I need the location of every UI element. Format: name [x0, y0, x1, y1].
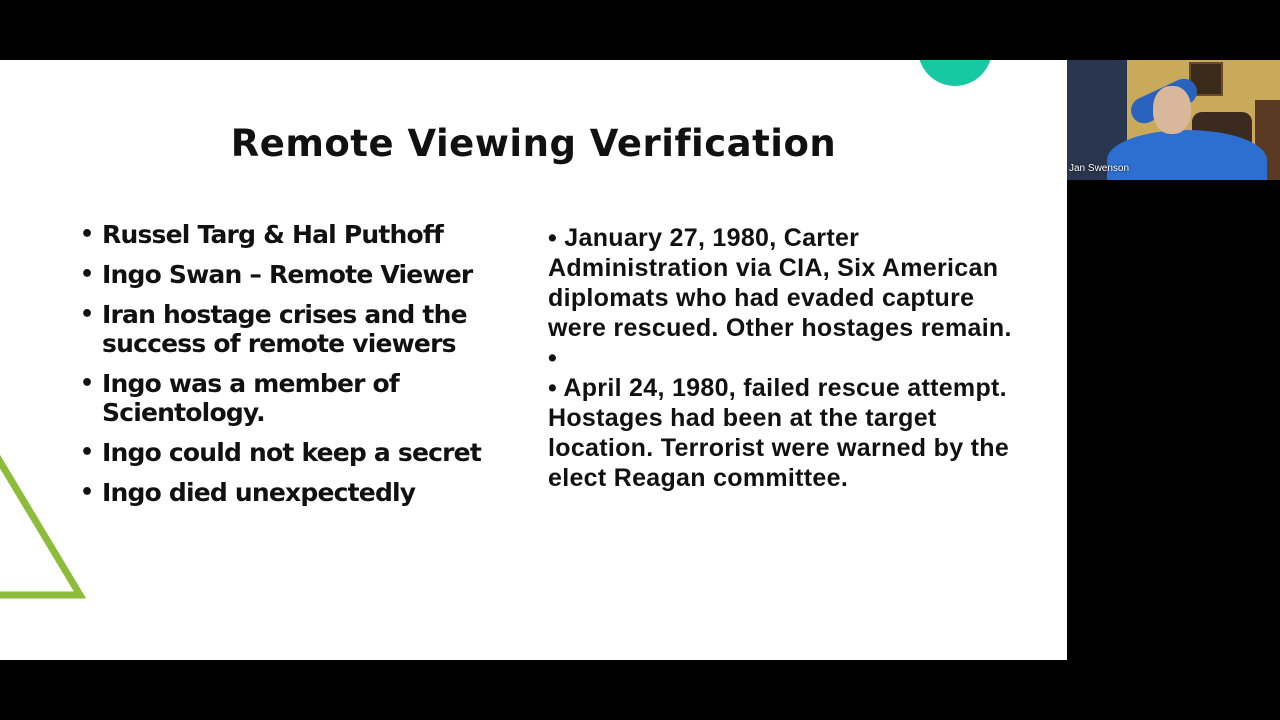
bullet-icon: • — [80, 440, 94, 465]
list-item-text: Ingo Swan – Remote Viewer — [102, 260, 473, 289]
bullet-icon: • — [80, 262, 94, 287]
right-text-column — [548, 223, 1018, 493]
slide-title: Remote Viewing Verification — [230, 122, 837, 165]
list-item — [78, 369, 518, 427]
left-bullet-list — [78, 220, 518, 518]
list-item — [78, 220, 518, 249]
list-item — [78, 260, 518, 289]
participant-video-tile[interactable] — [1067, 60, 1280, 180]
bullet-icon: • — [80, 480, 94, 505]
list-item-text: Iran hostage crises and the success of remote viewers — [102, 300, 467, 358]
list-item-text: Ingo died unexpectedly — [102, 478, 416, 507]
list-item — [78, 478, 518, 507]
list-item — [78, 300, 518, 358]
bullet-icon: • — [80, 302, 94, 327]
paragraph: • January 27, 1980, Carter Administration via CIA, Six American diplomats who had evaded capture were rescued. Other hostages remain. — [548, 224, 1012, 342]
list-item-text: Russel Targ & Hal Puthoff — [102, 220, 444, 249]
list-item-text: Ingo was a member of Scientology. — [102, 369, 399, 427]
participant-name: Jan Swenson — [1069, 163, 1130, 174]
paragraph: • April 24, 1980, failed rescue attempt. Hostages had been at the target location. Terrorist were warned by the elect Reagan committee. — [548, 374, 1010, 492]
paragraph: • — [548, 344, 558, 372]
list-item-text: Ingo could not keep a secret — [102, 438, 481, 467]
green-triangle-decoration — [0, 440, 90, 610]
bullet-icon: • — [80, 371, 94, 396]
presentation-slide — [0, 60, 1067, 660]
bullet-icon: • — [80, 222, 94, 247]
list-item — [78, 438, 518, 467]
participant-head — [1153, 86, 1191, 134]
teal-circle-decoration — [918, 60, 992, 86]
